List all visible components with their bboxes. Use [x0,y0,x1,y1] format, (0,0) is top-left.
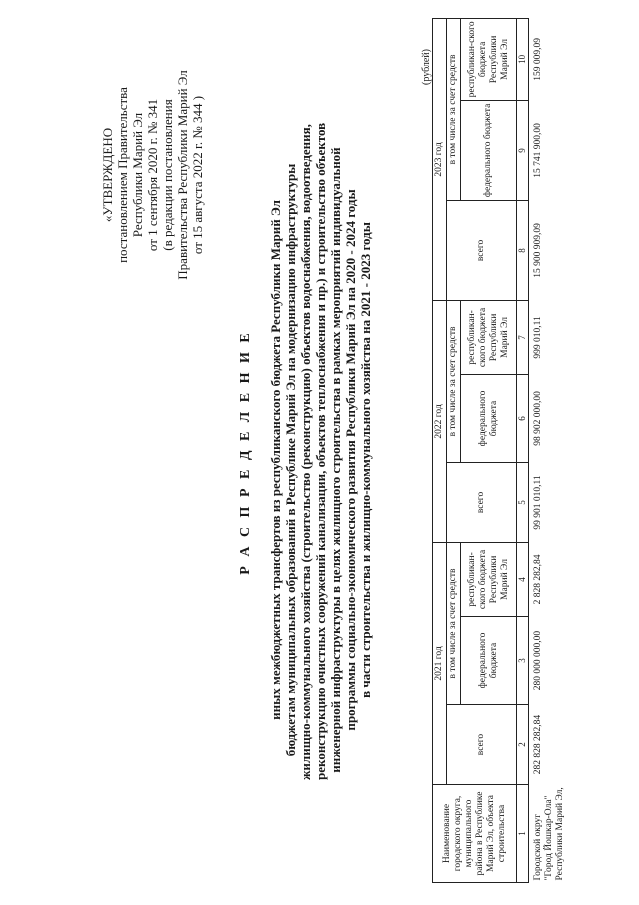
header-federal: федерального бюджета [461,100,517,200]
header-republic: республикан-ского бюджета Республики Марий Эл [461,18,517,100]
table-row [529,18,568,882]
cell-2021-republic: 2 828 282,84 [533,554,543,605]
column-number: 4 [517,542,529,616]
cell-2023-federal: 15 741 900,00 [533,123,543,178]
document-title: Р А С П Р Е Д Е Л Е Н И Е [238,330,253,575]
cell-2022-total: 99 901 010,11 [533,475,543,530]
cell-2022-republic: 999 010,11 [533,316,543,359]
header-federal: федерального бюджета [461,617,517,705]
header-republic: республикан-ского бюджета Республики Марий Эл [461,300,517,374]
approval-line: постановлением Правительства [115,87,130,263]
subtitle-line: в части строительства и жилищно-коммунального хозяйства на 2021 - 2023 годы [358,222,373,698]
approval-line: Правительства Республики Марий Эл [175,70,190,280]
subtitle-line: инженерной инфраструктуры в целях жилищного строительства в рамках мероприятий индивидуальной [328,147,343,773]
column-number: 5 [517,462,529,542]
approval-block [100,25,205,325]
column-number: 7 [517,300,529,374]
header-year-2021: 2021 год [433,542,447,784]
subtitle-line: иных межбюджетных трансфертов из республиканского бюджета Республики Марий Эл [268,200,283,720]
header-republic: республикан-ского бюджета Республики Марий Эл [461,542,517,616]
column-number: 3 [517,617,529,705]
cell-2021-federal: 280 000 000,00 [533,630,543,691]
approval-line: «УТВЕРЖДЕНО [100,127,115,223]
header-including: в том числе за счет средств [447,300,461,462]
subtitle-line: программы социально-экономического развития Республики Марий Эл на 2020 - 2024 годы [343,189,358,731]
cell-2021-total: 282 828 282,84 [533,714,543,775]
column-number: 8 [517,200,529,300]
header-including: в том числе за счет средств [447,18,461,200]
cell-2023-total: 15 900 909,09 [533,223,543,278]
column-number: 9 [517,100,529,200]
column-number: 10 [517,18,529,100]
column-number: 1 [517,785,529,883]
distribution-table [432,18,567,883]
row-name: Городской округ "Город Йошкар-Ола" Республики Марий Эл, [533,787,565,881]
cell-2023-republic: 159 009,09 [533,38,543,81]
cell-2022-federal: 98 902 000,00 [533,391,543,446]
column-number: 2 [517,705,529,785]
document-subtitle [268,122,373,780]
header-federal: федерального бюджета [461,374,517,462]
units-label: (рублей) [421,48,432,85]
header-year-2022: 2022 год [433,300,447,542]
approval-line: (в редакции постановления [160,99,175,251]
header-name: Наименование городского округа, муниципального района в Республике Марий Эл, объекта строительства [433,785,517,883]
header-including: в том числе за счет средств [447,542,461,704]
subtitle-line: реконструкцию очистных сооружений канализации, объектов теплоснабжения и пр.) и строительство объектов [313,122,328,780]
approval-line: от 1 сентября 2020 г. № 341 [145,98,160,252]
subtitle-line: бюджетам муниципальных образований в Республике Марий Эл на модернизацию инфраструктуры [283,163,298,757]
header-total: всего [447,462,517,542]
approval-line: от 15 августа 2022 г. № 344 ) [190,95,205,255]
column-number: 6 [517,374,529,462]
header-year-2023: 2023 год [433,18,447,300]
header-total: всего [447,705,517,785]
header-total: всего [447,200,517,300]
subtitle-line: жилищно-коммунального хозяйства (строительство (реконструкцию) объектов водоснабжения, водоотведения, [298,124,313,780]
approval-line: Республики Марий Эл [130,112,145,238]
